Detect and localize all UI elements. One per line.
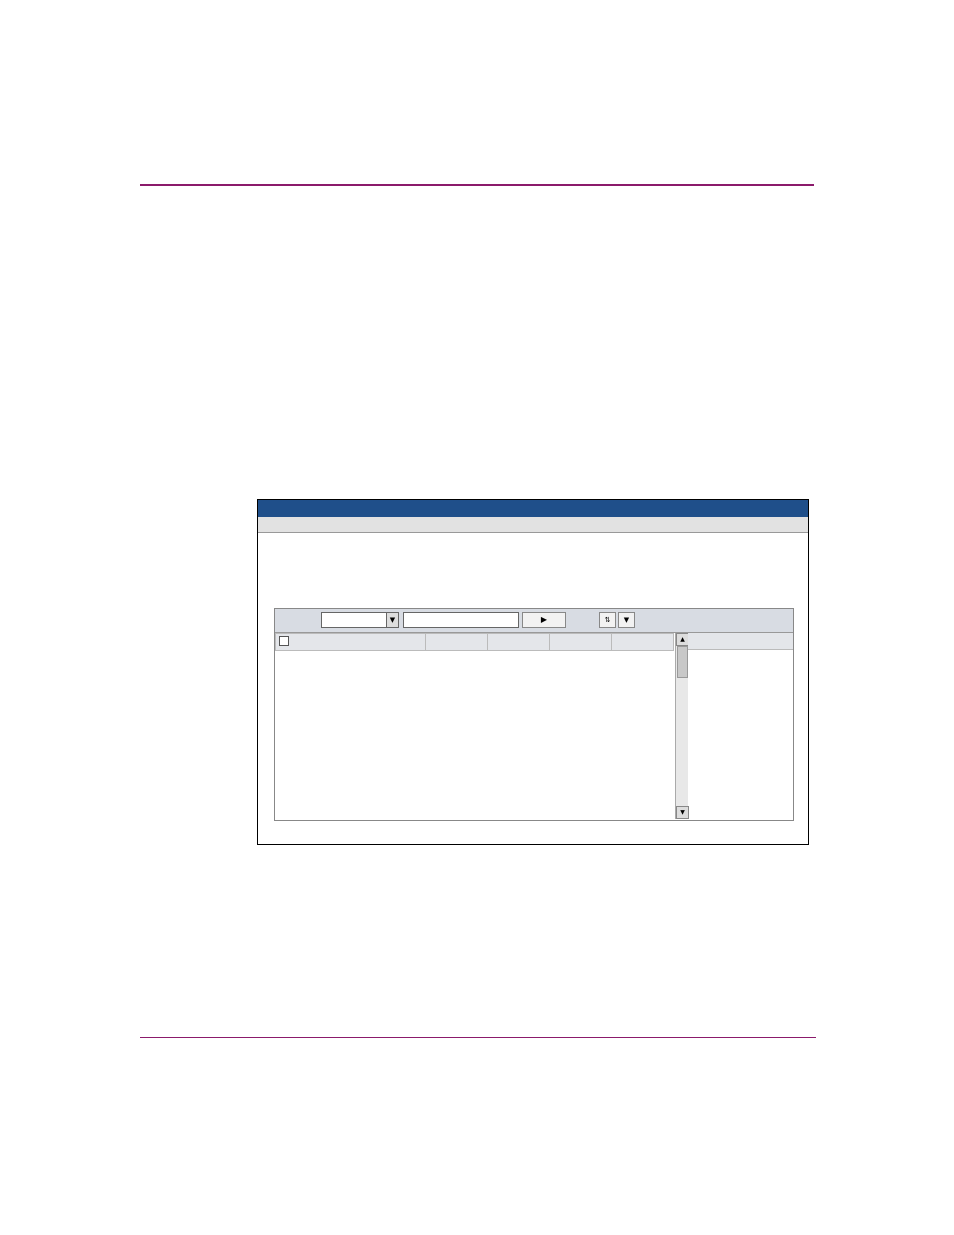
column-header-severity[interactable]	[550, 634, 612, 651]
scroll-down-icon[interactable]: ▼	[676, 806, 689, 819]
scroll-up-icon[interactable]: ▲	[676, 633, 689, 646]
bullet-list	[252, 220, 814, 227]
header-rule	[140, 184, 814, 186]
vertical-scrollbar[interactable]	[675, 633, 688, 819]
search-bar	[275, 609, 793, 633]
table-header-row	[276, 634, 674, 651]
top-nav	[258, 500, 808, 517]
chevron-down-icon: ▼	[386, 613, 398, 627]
sub-nav	[258, 517, 808, 533]
sort-icon[interactable]: ⇅	[599, 612, 616, 628]
list-table	[275, 633, 674, 651]
list-table-box	[274, 608, 794, 821]
column-header-source[interactable]	[426, 634, 488, 651]
filter-icon[interactable]: ▼	[618, 612, 635, 628]
tasks-panel	[688, 633, 793, 819]
select-all-checkbox[interactable]	[279, 636, 289, 646]
search-input[interactable]	[403, 612, 519, 628]
column-header-recipient-list[interactable]	[612, 634, 674, 651]
tasks-header	[688, 633, 793, 650]
column-header-subtype[interactable]	[276, 634, 426, 651]
scroll-thumb[interactable]	[677, 646, 688, 678]
play-icon: ▶	[540, 615, 548, 624]
screenshot-figure	[257, 499, 809, 845]
search-type-select[interactable]	[321, 612, 399, 628]
column-header-event-code[interactable]	[488, 634, 550, 651]
footer-rule	[140, 1037, 816, 1038]
go-button[interactable]	[522, 612, 566, 628]
